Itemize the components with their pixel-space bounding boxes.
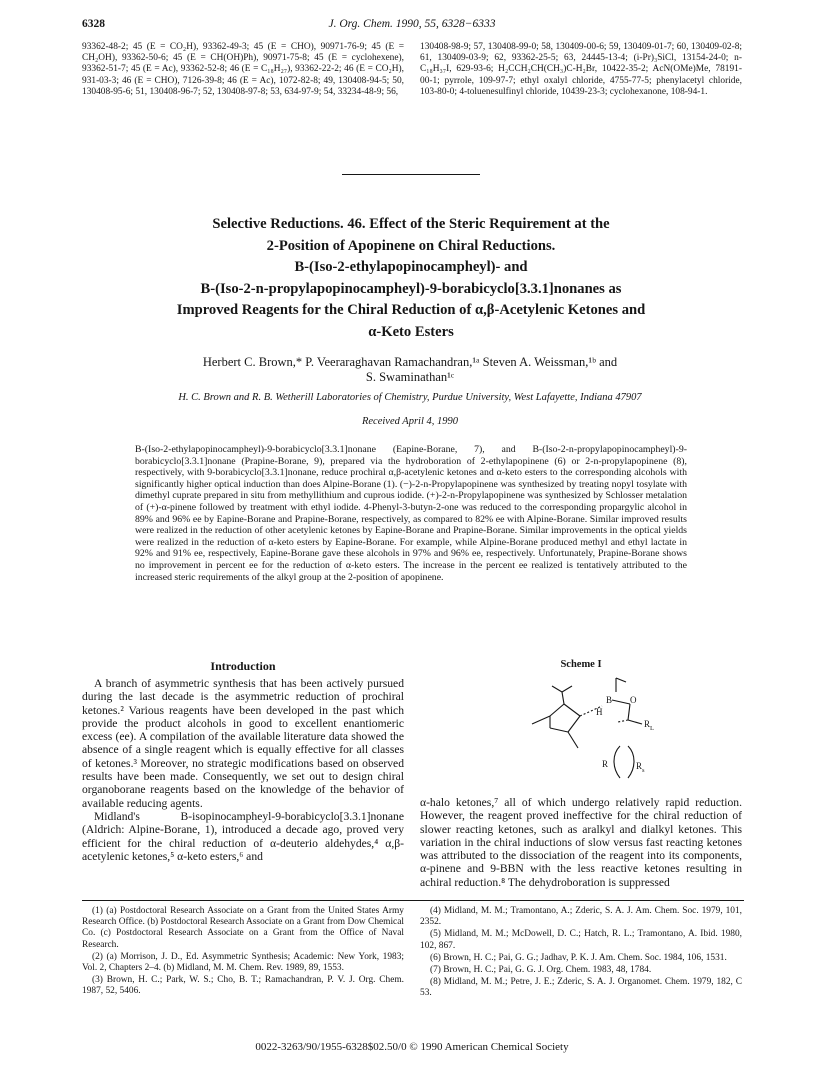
boron-atom-label: B [606,695,613,705]
paragraph: α-halo ketones,⁷ all of which undergo relatively rapid reduction. However, the reagent proved ineffective for the chiral reduction of slower reacting ketones, such as aralkyl and dialkyl ketones. This variation in the chiral inductions of slow versus fast reacting ketones was attributed to the dissociation of the reagent into its components, α-pinene and 9-BBN with the less reactive ketones resulting in achiral reduction.⁸ The dehydroboration is suppressed [420,796,742,889]
footnotes-left [82,906,404,999]
footnotes-right [420,906,742,1001]
author-line: Herbert C. Brown,* P. Veeraraghavan Ramachandran,¹ᵃ Steven A. Weissman,¹ᵇ and [202,355,618,369]
title-line: Selective Reductions. 46. Effect of the Steric Requirement at the [212,216,610,232]
footnote: (7) Brown, H. C.; Pai, G. G. J. Org. Chem. 1983, 48, 1784. [430,965,652,976]
author-list [110,355,710,385]
title-line: 2-Position of Apopinene on Chiral Reductions. [266,237,556,254]
journal-reference: J. Org. Chem. 1990, 55, 6328−6333 [328,18,496,30]
footnote-divider [82,900,744,901]
scheme-diagram [520,676,670,784]
footnote: (1) (a) Postdoctoral Research Associate on a Grant from the United States Army Research Office. (b) Postdoctoral Research Associate on a Grant from Dow Chemical Co. (c) Postdoctoral Research Associate on a Grant from the Office of Naval Research. [82,906,404,950]
hydrogen-atom-label: H [596,707,603,717]
footnote: (4) Midland, M. M.; Tramontano, A.; Zderic, S. A. J. Am. Chem. Soc. 1979, 101, 2352. [420,906,742,928]
page-number: 6328 [82,18,105,30]
section-divider [342,174,480,175]
title-line: B-(Iso-2-n-propylapopinocampheyl)-9-borabicyclo[3.3.1]nonanes as [200,280,622,297]
small-substituent-symbol: R [636,761,643,771]
large-substituent-symbol: R [644,719,651,729]
running-header [82,18,742,34]
title-line: Improved Reagents for the Chiral Reduction of α,β-Acetylenic Ketones and [176,302,646,318]
footnote: (8) Midland, M. M.; Petre, J. E.; Zderic, S. A. J. Organomet. Chem. 1979, 182, C 53. [420,977,742,999]
introduction-text [82,677,404,863]
paragraph: Midland's B-isopinocampheyl-9-borabicyclo[3.3.1]nonane (Aldrich: Alpine-Borane, 1), introduced a decade ago, proved very efficient for the chiral reduction of α-deuterio aldehydes,⁴ α,β-acetylenic ketones,⁵ α-keto esters,⁶ and [82,809,404,863]
large-substituent-label [644,720,654,733]
received-date: Received April 4, 1990 [361,416,459,427]
right-column-text [420,796,742,889]
small-substituent-subscript: s [642,766,645,774]
abstract: B-(Iso-2-ethylapopinocampheyl)-9-borabicyclo[3.3.1]nonane (Eapine-Borane, 7), and B-(Iso-2-n-propylapopinocampheyl)-9-borabicyclo[3.3.1]nonane (Prapine-Borane, 9), prepared via the hydroboration of 2-ethylapopinene (6) or 2-n-propylapopinene (8), respectively, with 9-borabicyclo[3.3.1]nonane, reduce prochiral α,β-acetylenic ketones and α-keto esters to the corresponding alcohols with significantly higher optical induction than does Alpine-Borane (1). (−)-2-n-Propylapopinene was synthesized by treating nopyl tosylate with dimethyl cuprate prepared in situ from methyllithium and cuprous iodide. (+)-2-n-Propylapopinene was synthesized by Schlosser metalation of (+)-α-pinene followed by treatment with ethyl iodide. 4-Phenyl-3-butyn-2-one was reduced to the corresponding propargylic alcohol in 89% and 96% ee by Eapine-Borane and Prapine-Borane, respectively, as compared to 82% ee with Alpine-Borane. Similar improved results were realized in the reduction of other acetylenic ketones by Eapine-Borane and Prapine-Borane. Similar improvements in the optical yields were realized in the reduction of α-keto esters by Eapine-Borane. For example, while Alpine-Borane produced methyl and ethyl lactate in 92% and 91% ee, respectively, Eapine-Borane gave these alcohols in 97% and 96% ee, respectively. Unfortunately, Prapine-Borane shows no improvement in percent ee for the reduction of α-keto esters. The increase in the percent ee realized is tentatively attributed to the increased steric requirements of the alkyl group at the 2-position of apopinene. [135,444,687,583]
copyright-footer: 0022-3263/90/1955-6328$02.50/0 © 1990 American Chemical Society [255,1041,569,1053]
footnote: (2) (a) Morrison, J. D., Ed. Asymmetric Synthesis; Academic: New York, 1983; Vol. 2, Chapters 2–4. (b) Midland, M. M. Chem. Rev. 1989, 89, 1553. [82,951,404,974]
article-title [100,214,722,343]
scheme-title: Scheme I [560,659,602,670]
footnote: (6) Brown, H. C.; Pai, G. G.; Jadhav, P. K. J. Am. Chem. Soc. 1984, 106, 1531. [430,952,727,963]
section-heading-introduction: Introduction [210,659,276,673]
author-line: S. Swaminathan¹ᶜ [365,370,455,384]
footnote: (3) Brown, H. C.; Park, W. S.; Cho, B. T.; Ramachandran, P. V. J. Org. Chem. 1987, 52, 5406. [82,975,404,997]
small-substituent-label [636,762,645,775]
registry-numbers-left: 93362-48-2; 45 (E = CO₂H), 93362-49-3; 45 (E = CHO), 90971-76-9; 45 (E = CH₂OH), 93362-50-6; 45 (E = CH(OH)Ph), 90971-75-8; 45 (E = cyclohexene), 93362-51-7; 45 (E = Ac), 93362-52-8; 46 (E = C₁₈H₂₇), 93362-22-2; 46 (E = CO₂H), 931-03-3; 46 (E = CHO), 7126-39-8; 46 (E = Ac), 1072-82-8; 49, 130408-94-5; 50, 130408-95-6; 51, 130408-96-7; 52, 130408-97-8; 53, 634-97-9; 54, 33234-48-9; 56, [82,42,404,97]
oxygen-atom-label: O [630,695,637,705]
registry-numbers-right: 130408-98-9; 57, 130408-99-0; 58, 130409-00-6; 59, 130409-01-7; 60, 130409-02-8; 61, 130409-03-9; 62, 93362-25-5; 63, 24445-13-4; (i-Pr)₃SiCl, 13154-24-0; n-C₁₈H₃₇I, 629-93-6; H₂CCH₂CH(CH₃)C-H₂Br, 10422-35-2; AcN(OMe)Me, 78191-00-1; pyrrole, 109-97-7; ethyl oxalyl chloride, 4755-77-5; phenylacetyl chloride, 103-80-0; 4-toluenesulfinyl chloride, 10439-23-3; cyclohexanone, 108-94-1. [420,42,742,97]
paragraph: A branch of asymmetric synthesis that has been actively pursued during the last decade is the asymmetric reduction of prochiral ketones.² Various reagents have been developed in the past which provide the product alcohols in good to excellent enantiomeric excess (ee). A compilation of the available literature data showed the absence of a single reagent which is equally effective for all classes of ketones.³ Moreover, no strategic modifications based on observed results have been made. Consequently, we set out to design chiral organoborane reagents based on the knowledge of the behavior of available reducing agents. [82,677,404,810]
footnote: (5) Midland, M. M.; McDowell, D. C.; Hatch, R. L.; Tramontano, A. Ibid. 1980, 102, 867. [420,929,742,951]
affiliation: H. C. Brown and R. B. Wetherill Laboratories of Chemistry, Purdue University, West Lafayette, Indiana 47907 [178,392,642,403]
alkyl-group-label: R [602,759,609,769]
large-substituent-subscript: L [650,724,654,732]
title-line: α-Keto Esters [368,323,454,340]
title-line: B-(Iso-2-ethylapopinocampheyl)- and [294,259,528,275]
